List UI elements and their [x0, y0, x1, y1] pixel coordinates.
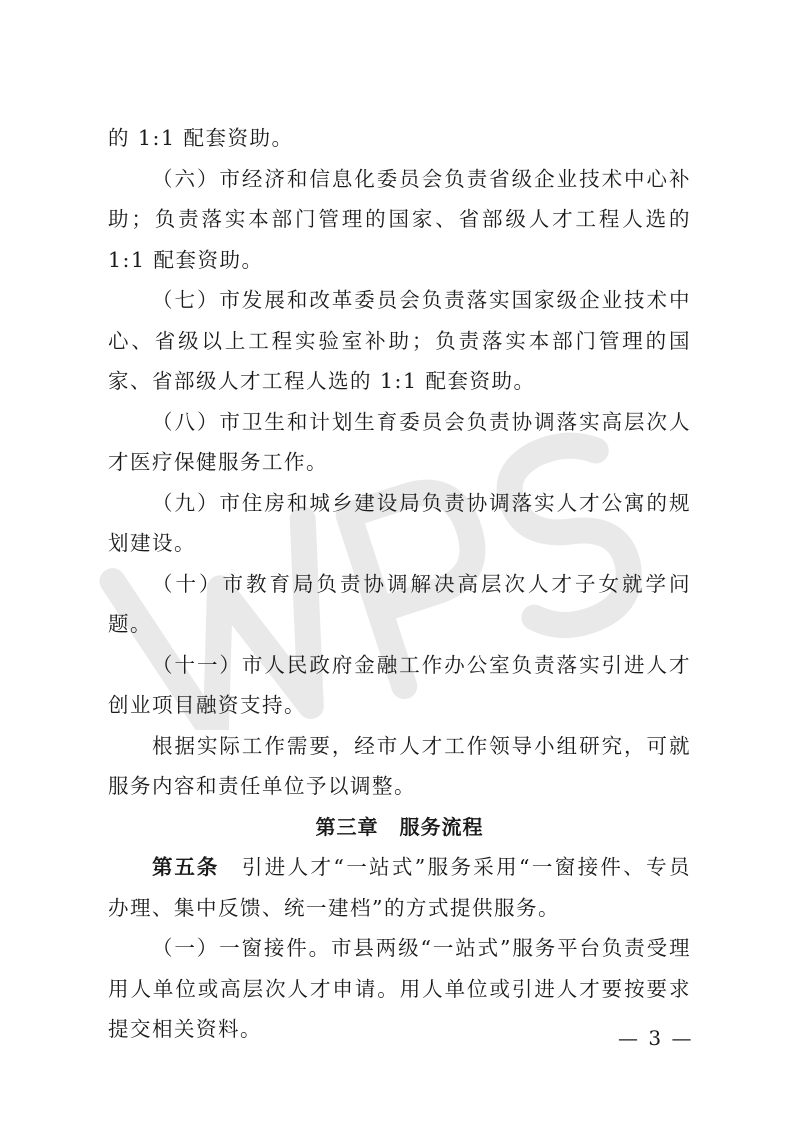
chapter-heading: 第三章 服务流程 — [315, 814, 484, 839]
page-number: — 3 — — [618, 1026, 694, 1050]
article-5 — [108, 847, 691, 928]
paragraph-item-6: （六）市经济和信息化委员会负责省级企业技术中心补助；负责落实本部门管理的国家、省部级人才工程人选的 1:1 配套资助。 — [108, 166, 691, 272]
body-text — [108, 118, 694, 1050]
article-5-text: 引进人才“一站式”服务采用“一窗接件、专员办理、集中反馈、统一建档”的方式提供服务。 — [108, 855, 691, 920]
paragraph-item-7: （七）市发展和改革委员会负责落实国家级企业技术中心、省级以上工程实验室补助；负责落实本部门管理的国家、省部级人才工程人选的 1:1 配套资助。 — [108, 288, 691, 393]
paragraph-item-8: （八）市卫生和计划生育委员会负责协调落实高层次人才医疗保健服务工作。 — [108, 409, 691, 474]
paragraph-item-10: （十）市教育局负责协调解决高层次人才子女就学问题。 — [108, 571, 691, 636]
paragraph-item-9: （九）市住房和城乡建设局负责协调落实人才公寓的规划建设。 — [108, 490, 691, 555]
paragraph-continuation: 的 1:1 配套资助。 — [108, 126, 294, 150]
paragraph-adjustment: 根据实际工作需要，经市人才工作领导小组研究，可就服务内容和责任单位予以调整。 — [108, 733, 691, 798]
paragraph-step-1: （一）一窗接件。市县两级“一站式”服务平台负责受理用人单位或高层次人才申请。用人单位或引进人才要按要求提交相关资料。 — [108, 936, 691, 1041]
article-5-label: 第五条 — [152, 855, 220, 879]
paragraph-item-11: （十一）市人民政府金融工作办公室负责落实引进人才创业项目融资支持。 — [108, 652, 691, 717]
